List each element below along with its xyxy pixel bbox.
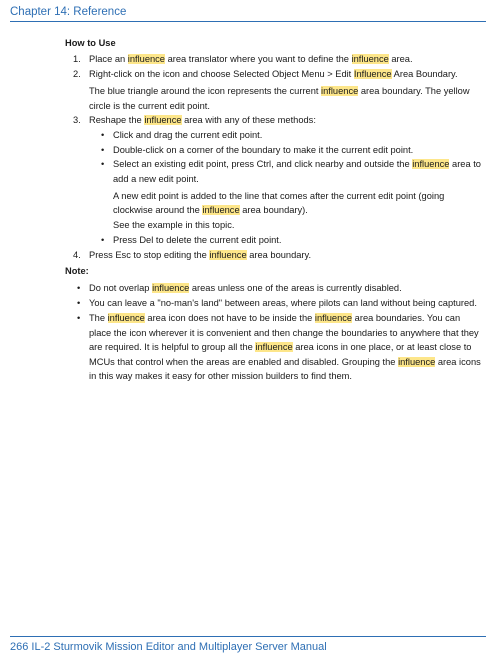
- bullet-icon: •: [101, 144, 105, 155]
- text-run: Press Esc to stop editing the: [89, 249, 210, 260]
- highlighted-term: influence: [412, 159, 450, 170]
- text-run: areas unless one of the areas is currently disabled.: [189, 282, 402, 293]
- bullet-icon: •: [101, 159, 105, 170]
- step-item: [65, 67, 483, 113]
- text-run: area.: [388, 54, 413, 65]
- footer-text: 266 IL-2 Sturmovik Mission Editor and Multiplayer Server Manual: [10, 641, 327, 653]
- text-run: A new edit point is added to the line that comes after the current edit point (going clockwise around the: [113, 191, 445, 216]
- text-run: area boundary).: [239, 205, 308, 216]
- highlighted-term: influence: [127, 54, 165, 65]
- note-heading: Note:: [65, 266, 89, 277]
- step-number: 4.: [73, 249, 81, 260]
- text-run: Select an existing edit point, press Ctrl, and click nearby and outside the: [113, 159, 413, 170]
- method-list-extra: [89, 233, 483, 247]
- step-number: 2.: [73, 68, 81, 79]
- step-item: [65, 52, 483, 66]
- note-item: [65, 281, 483, 295]
- method-list: [89, 128, 483, 186]
- highlighted-term: influence: [209, 249, 247, 260]
- bullet-icon: •: [77, 313, 81, 324]
- highlighted-term: influence: [202, 205, 240, 216]
- text-run: area boundary. The yellow circle is the current edit point.: [89, 86, 470, 111]
- chapter-header: [10, 5, 486, 22]
- method-note: [89, 218, 483, 232]
- text-run: area with any of these methods:: [181, 115, 316, 126]
- step-text: [89, 113, 483, 127]
- bullet-icon: •: [101, 235, 105, 246]
- text-run: The blue triangle around the icon represents the current: [89, 86, 322, 97]
- text-run: Double-click on a corner of the boundary to make it the current edit point.: [113, 144, 414, 155]
- highlighted-term: influence: [255, 342, 293, 353]
- steps-list: [65, 52, 483, 262]
- text-run: area translator where you want to define the: [164, 54, 352, 65]
- highlighted-term: influence: [398, 356, 436, 367]
- highlighted-term: influence: [314, 313, 353, 324]
- bullet-item: [89, 233, 483, 247]
- how-to-use-heading: How to Use: [65, 38, 116, 48]
- step-number: 1.: [73, 54, 81, 65]
- step-item: [65, 113, 483, 248]
- step-number: 3.: [73, 115, 81, 126]
- note-item: [65, 296, 483, 310]
- step-note: [89, 84, 483, 113]
- text-run: The: [89, 313, 108, 324]
- text-run: area icons in one place, or at least close to MCUs that control when the areas are enabled and disabled. Grouping the: [89, 342, 472, 367]
- text-run: Click and drag the current edit point.: [113, 130, 263, 141]
- bullet-item: [89, 157, 483, 186]
- text-run: You can leave a "no-man's land" between areas, where pilots can land without being captured.: [89, 297, 477, 308]
- highlighted-term: influence: [351, 54, 389, 65]
- text-run: Reshape the: [89, 115, 145, 126]
- notes-list: [65, 281, 483, 384]
- highlighted-term: influence: [152, 282, 190, 293]
- highlighted-term: influence: [321, 86, 359, 97]
- method-note: [89, 189, 483, 218]
- text-run: area icon does not have to be inside the: [144, 313, 315, 324]
- note-item: [65, 311, 483, 383]
- text-run: Place an: [89, 54, 128, 65]
- text-run: area boundary.: [246, 249, 312, 260]
- text-run: area boundaries. You can place the icon wherever it is convenient and then change the boundaries to anywhere that they are required. It is helpful to group all the: [89, 313, 479, 353]
- text-run: area icons in this way makes it easy for other mission builders to find them.: [89, 356, 481, 381]
- reference-content: [65, 36, 483, 384]
- bullet-icon: •: [77, 297, 81, 308]
- text-run: Press Del to delete the current edit point.: [113, 235, 282, 246]
- bullet-icon: •: [101, 130, 105, 141]
- text-run: Do not overlap: [89, 282, 153, 293]
- text-run: area to add a new edit point.: [113, 159, 481, 184]
- step-item: [65, 248, 483, 262]
- text-run: See the example in this topic.: [113, 219, 235, 230]
- bullet-item: [89, 128, 483, 142]
- text-run: Area Boundary.: [391, 68, 458, 79]
- chapter-title: Chapter 14: Reference: [10, 6, 127, 18]
- step-text: [89, 248, 483, 262]
- text-run: Right-click on the icon and choose Selected Object Menu > Edit: [89, 68, 354, 79]
- step-text: [89, 67, 483, 81]
- page-footer: [10, 636, 486, 654]
- highlighted-term: influence: [107, 313, 145, 324]
- highlighted-term: influence: [144, 115, 182, 126]
- step-text: [89, 52, 483, 66]
- bullet-item: [89, 143, 483, 157]
- highlighted-term: Influence: [353, 68, 392, 79]
- bullet-icon: •: [77, 282, 81, 293]
